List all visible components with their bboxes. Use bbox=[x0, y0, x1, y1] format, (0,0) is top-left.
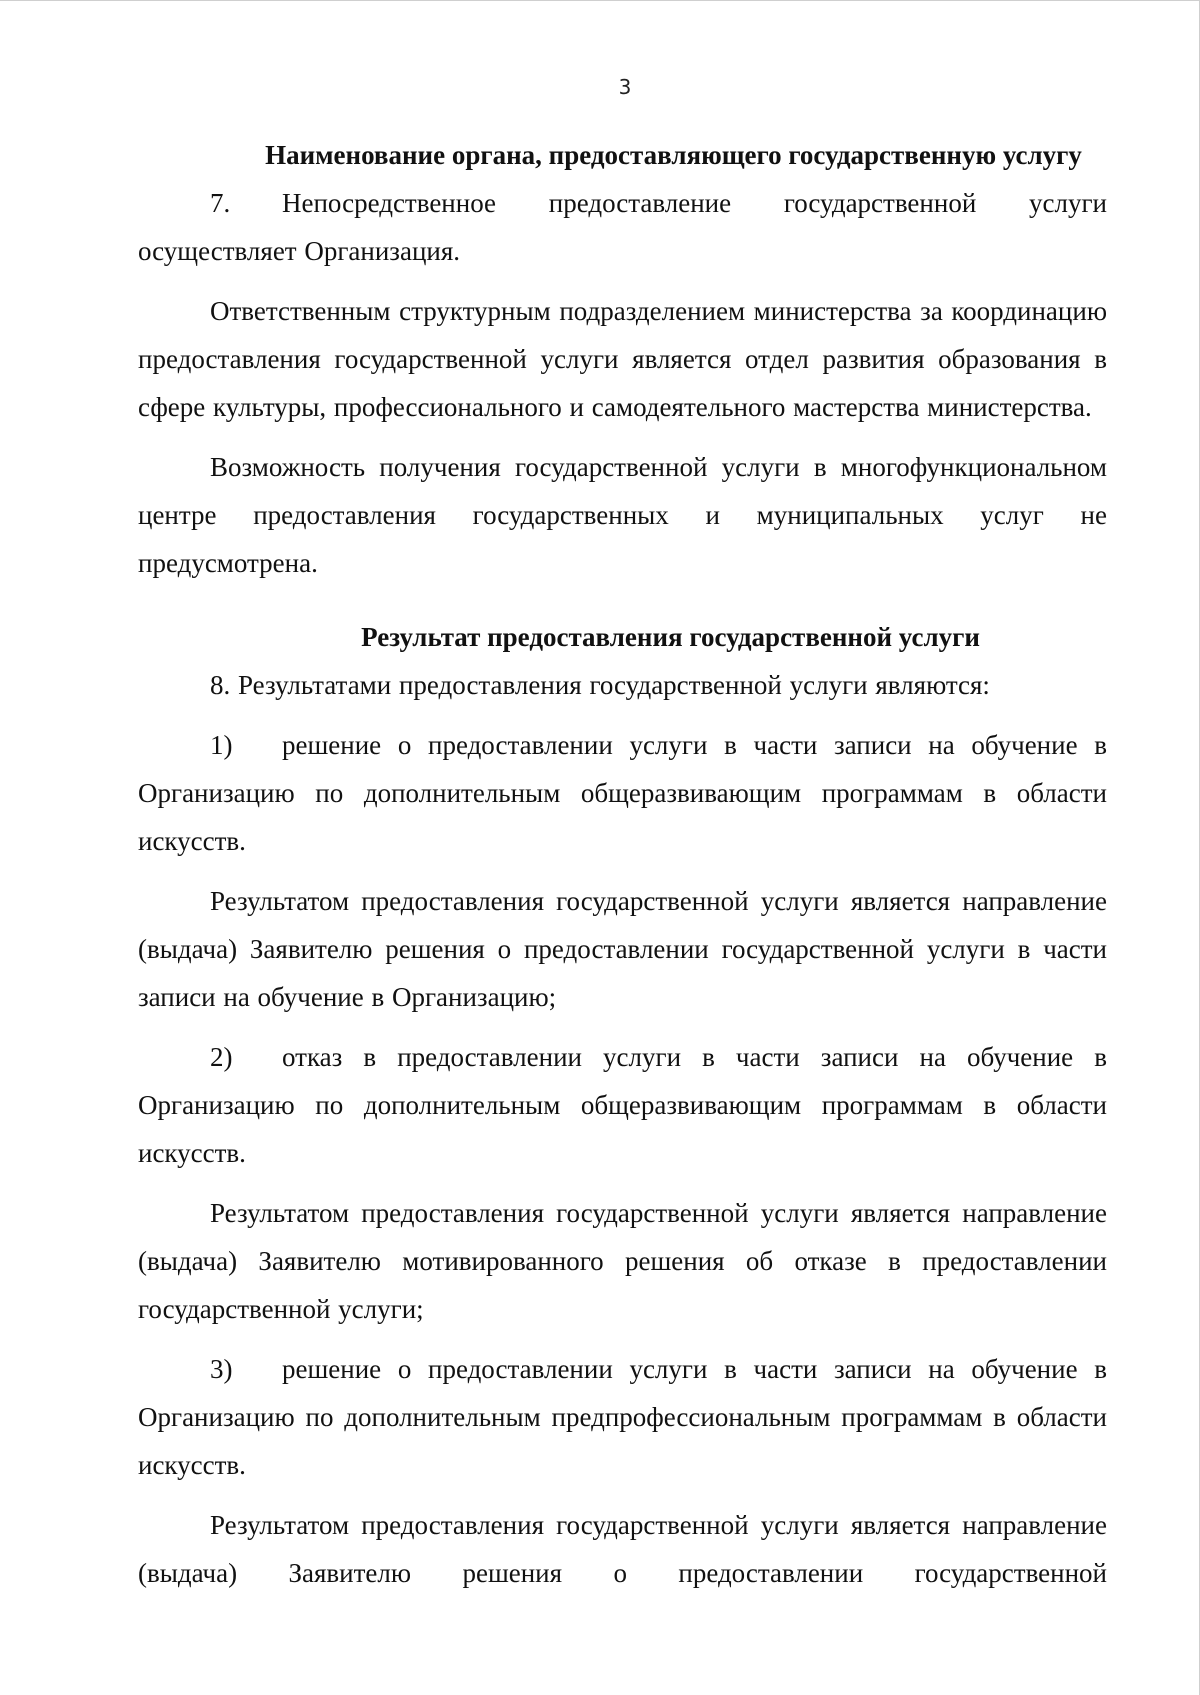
list-item-1 bbox=[138, 721, 1107, 865]
paragraph-responsible-unit: Ответственным структурным подразделением министерства за координацию предоставления государственной услуги является отдел развития образования в сфере культуры, профессионального и самодеятельного мастерства министерства. bbox=[138, 296, 1107, 422]
list-item-1-number: 1) bbox=[210, 730, 233, 760]
list-item-1-result: Результатом предоставления государственной услуги является направление (выдача) Заявителю решения о предоставлении государственной услуги в части записи на обучение в Организацию; bbox=[138, 886, 1107, 1012]
paragraph-7 bbox=[138, 179, 1107, 275]
list-item-2-result: Результатом предоставления государственной услуги является направление (выдача) Заявителю мотивированного решения об отказе в предоставлении государственной услуги; bbox=[138, 1198, 1107, 1324]
list-item-2-text: отказ в предоставлении услуги в части записи на обучение в Организацию по дополнительным общеразвивающим программам в области искусств. bbox=[138, 1042, 1107, 1168]
paragraph-7-text: Непосредственное предоставление государственной услуги осуществляет Организация. bbox=[138, 188, 1107, 266]
list-item-3-number: 3) bbox=[210, 1354, 233, 1384]
list-item-2 bbox=[138, 1033, 1107, 1177]
list-item-1-text: решение о предоставлении услуги в части записи на обучение в Организацию по дополнительным общеразвивающим программам в области искусств. bbox=[138, 730, 1107, 856]
list-item-3-result: Результатом предоставления государственной услуги является направление (выдача) Заявителю решения о предоставлении государственной bbox=[138, 1510, 1107, 1588]
paragraph-8: 8. Результатами предоставления государственной услуги являются: bbox=[210, 670, 990, 700]
list-item-3-text: решение о предоставлении услуги в части записи на обучение в Организацию по дополнительным предпрофессиональным программам в области искусств. bbox=[138, 1354, 1107, 1480]
list-item-3 bbox=[138, 1345, 1107, 1489]
page-number: 3 bbox=[618, 75, 632, 99]
paragraph-mfc: Возможность получения государственной услуги в многофункциональном центре предоставления государственных и муниципальных услуг не предусмотрена. bbox=[138, 452, 1107, 578]
paragraph-7-number: 7. bbox=[210, 188, 231, 218]
section-heading-authority: Наименование органа, предоставляющего государственную услугу bbox=[265, 140, 1082, 170]
list-item-2-number: 2) bbox=[210, 1042, 233, 1072]
document-body bbox=[138, 131, 1107, 1597]
section-heading-result: Результат предоставления государственной услуги bbox=[361, 622, 980, 652]
